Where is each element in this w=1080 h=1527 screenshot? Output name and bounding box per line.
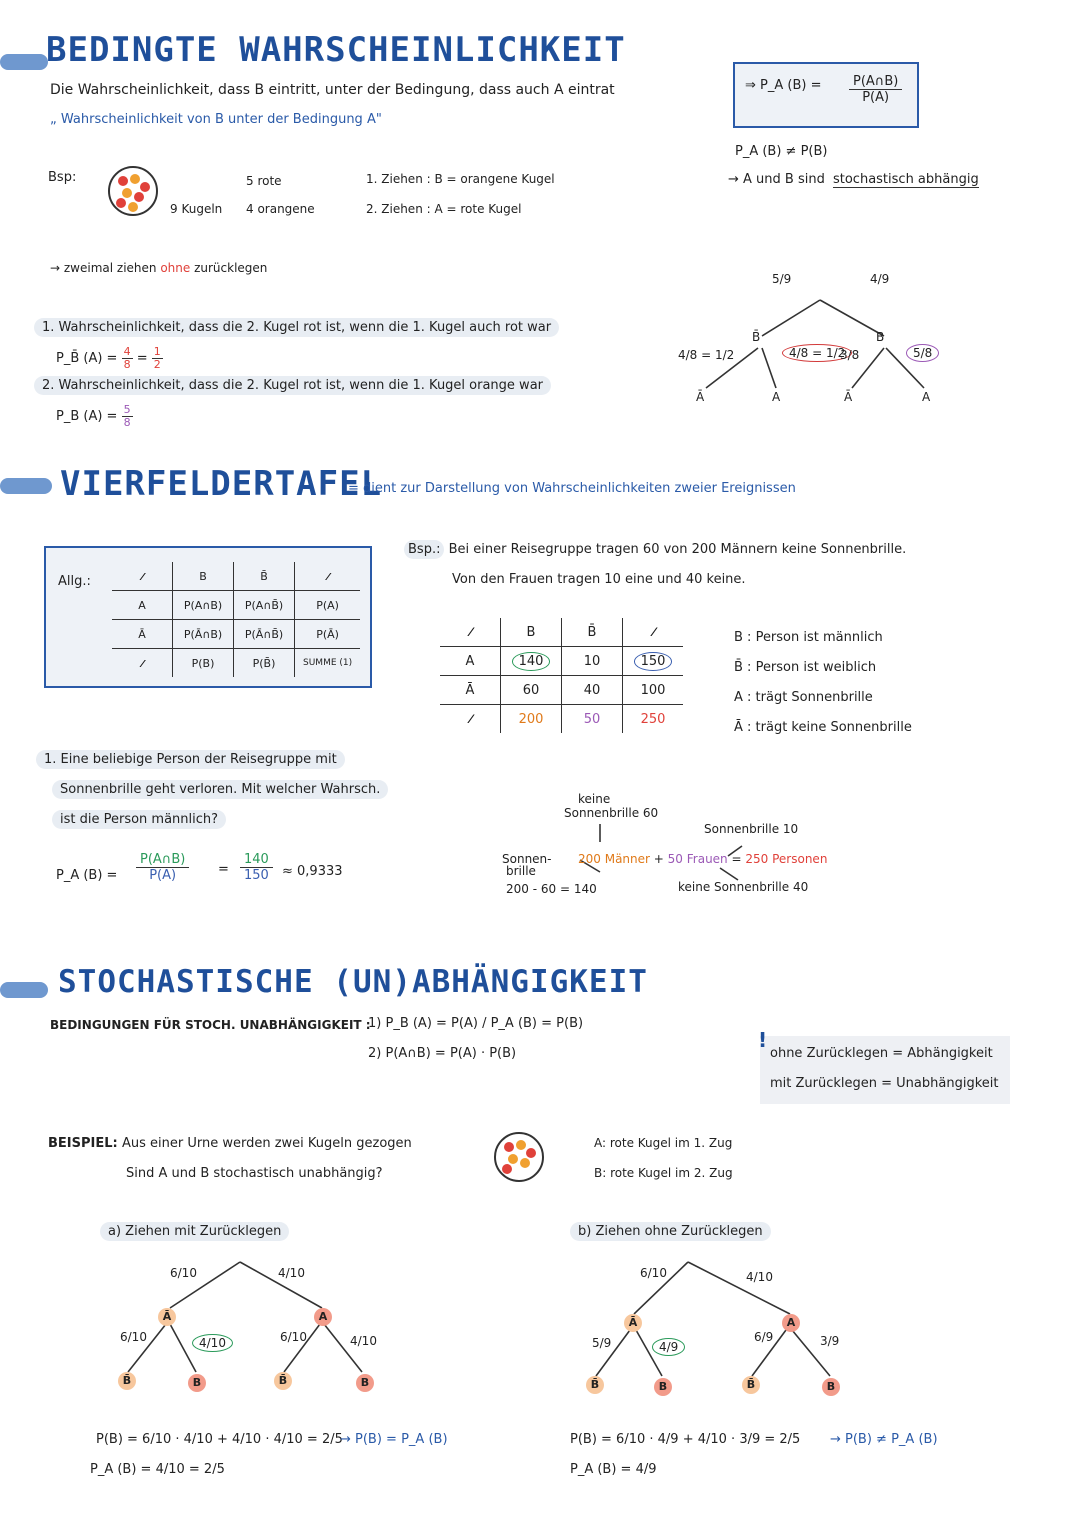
ex-h-b: B [501,618,562,647]
orangene-label: 4 orangene [246,202,315,216]
event-a: A: rote Kugel im 1. Zug [594,1136,733,1150]
diag-plus: + [653,852,664,866]
answer-1-den2: 2 [153,358,161,371]
tree-node-bbar: B̄ [752,330,761,344]
formula-num: P(A∩B) [849,74,902,90]
ex-cell: 50 [562,705,623,734]
zug2-text: 2. Ziehen : A = rote Kugel [366,202,522,216]
hatch-cell [112,562,173,591]
calc-num2: 140 [240,852,273,868]
tree-rr: 5/8 [906,344,939,362]
a-pab: P_A (B) = 4/10 = 2/5 [90,1462,225,1477]
a-leaf3: B̄ [274,1372,292,1390]
section-title-bedingte: BEDINGTE WAHRSCHEINLICHKEIT [46,30,626,70]
b-pab: P_A (B) = 4/9 [570,1462,657,1477]
gen-h-bbar: B̄ [234,562,295,591]
gen-cell: P(A∩B̄) [234,591,295,620]
cond-1: 1) P_B (A) = P(A) / P_A (B) = P(B) [368,1016,584,1031]
diag-men: 200 Männer [578,852,650,866]
task-line3: ist die Person männlich? [52,810,226,829]
a-node-abar: Ā [158,1308,176,1326]
b-leaf1: B̄ [586,1376,604,1394]
b-pb: P(B) = 6/10 · 4/9 + 4/10 · 3/9 = 2/5 [570,1432,801,1447]
b-l3: 6/9 [754,1330,774,1344]
b-leaf2: B [654,1378,672,1396]
section-title-stoch: STOCHASTISCHE (UN)ABHÄNGIGKEIT [58,964,648,1000]
neq-text: P_A (B) ≠ P(B) [735,144,828,159]
bsp2-line1 [404,542,906,557]
b-leaf3: B̄ [742,1376,760,1394]
dependency-lead: → A und B sind [728,172,825,187]
calc-frac2 [240,852,273,883]
definition-text: Die Wahrscheinlichkeit, dass B eintritt, unter der Bedingung, dass auch A eintrat [50,82,615,98]
tree-lr: 4/8 = 1/2 [782,344,852,362]
a-l3: 6/10 [280,1330,307,1344]
tree-leaf1: Ā [696,390,705,404]
hatch-cell [295,562,361,591]
ex-cell-140: 140 [512,652,551,671]
diag-sonnen: Sonnen- [502,852,552,866]
a-node-a: A [314,1308,332,1326]
calc-result: ≈ 0,9333 [282,864,343,879]
tree-ll: 4/8 = 1/2 [678,348,735,362]
section-bar-2 [0,478,52,494]
example-table [440,618,683,733]
diag-keine: keine [578,792,611,806]
answer-1-eq: = [136,351,148,366]
b-l2: 4/9 [652,1338,685,1356]
tree-top-left: 5/9 [772,272,792,286]
a-l1: 6/10 [120,1330,147,1344]
calc-frac [136,852,189,883]
ex-h-bbar: B̄ [562,618,623,647]
b-leaf4: B [822,1378,840,1396]
allg-label: Allg.: [58,574,91,589]
legend-2: B̄ : Person ist weiblich [734,660,877,675]
answer-1-num: 4 [123,345,131,358]
b-title: b) Ziehen ohne Zurücklegen [570,1222,771,1241]
calc-lhs: P_A (B) = [56,868,118,883]
answer-2-num: 5 [123,403,131,416]
a-leaf1: B̄ [118,1372,136,1390]
a-title: a) Ziehen mit Zurücklegen [100,1222,289,1241]
ex-cell [501,647,562,676]
cond-label: BEDINGUNGEN FÜR STOCH. UNABHÄNGIGKEIT : [50,1018,371,1032]
a-l2: 4/10 [192,1334,233,1352]
hatch-cell [112,649,173,678]
gen-cell: P(A) [295,591,361,620]
ex-cell: A [440,647,501,676]
ex-cell [623,647,684,676]
calc-den2: 150 [244,868,269,883]
gen-cell: Ā [112,620,173,649]
formula-box [733,62,919,128]
question-1: 1. Wahrscheinlichkeit, dass die 2. Kugel rot ist, wenn die 1. Kugel auch rot war [34,318,559,337]
gen-cell: P(B̄) [234,649,295,678]
kugeln-label: 9 Kugeln [170,202,223,216]
tree-leaf4: A [922,390,931,404]
section-bar-1 [0,54,48,70]
bsp3-line1: Aus einer Urne werden zwei Kugeln gezogen [122,1136,412,1151]
gen-cell: P(A∩B) [173,591,234,620]
hatch-cell: ⁄⁄⁄⁄ [623,618,684,647]
answer-2-den: 8 [123,416,131,429]
answer-2-frac [122,404,133,429]
ex-cell: 250 [623,705,684,734]
tree-node-b: B [876,330,885,344]
exclamation-icon: ! [758,1028,768,1052]
tree-rl: 3/8 [840,348,860,362]
diag-eq: = [731,852,742,866]
gen-cell: P(Ā∩B̄) [234,620,295,649]
gen-cell: P(Ā∩B) [173,620,234,649]
calc-den: P(A) [149,868,177,883]
ohne-text [50,261,267,275]
answer-2-lhs: P_B (A) = [56,409,118,424]
urn-icon [108,166,158,216]
ohne-lead: → zweimal ziehen [50,261,157,275]
task-line2: Sonnenbrille geht verloren. Mit welcher Wahrsch. [52,780,388,799]
a-t2: 4/10 [278,1266,305,1280]
b-l4: 3/9 [820,1334,840,1348]
note-line2: mit Zurücklegen = Unabhängigkeit [770,1076,999,1091]
tree-leaf2: A [772,390,781,404]
a-l4: 4/10 [350,1334,377,1348]
b-l1: 5/9 [592,1336,612,1350]
answer-1-num2: 1 [153,345,161,358]
bsp3-line2: Sind A und B stochastisch unabhängig? [126,1166,383,1181]
answer-1-frac2 [152,346,163,371]
dependency-text [728,172,979,187]
note-line1: ohne Zurücklegen = Abhängigkeit [770,1046,993,1061]
hatch-cell: ⁄⁄⁄⁄ [440,705,501,734]
diag-keine2: Sonnenbrille 60 [564,806,659,820]
answer-1-frac [122,346,133,371]
gen-cell: SUMME (1) [295,649,361,678]
b-t1: 6/10 [640,1266,667,1280]
dependency-underline: stochastisch abhängig [832,172,979,187]
diag-sb10: Sonnenbrille 10 [704,822,799,836]
event-b: B: rote Kugel im 2. Zug [594,1166,733,1180]
b-node-abar: Ā [624,1314,642,1332]
diag-women: 50 Frauen [667,852,728,866]
a-pb: P(B) = 6/10 · 4/10 + 4/10 · 4/10 = 2/5 [96,1432,343,1447]
general-table-box [44,546,372,688]
b-t2: 4/10 [746,1270,773,1284]
a-leaf2: B [188,1374,206,1392]
answer-1-den: 8 [123,358,131,371]
answer-1 [56,346,163,371]
hatch-cell: ⁄⁄⁄⁄ [440,618,501,647]
formula-fraction [849,74,902,105]
urn-icon-2 [494,1132,544,1182]
tree-top-right: 4/9 [870,272,890,286]
a-t1: 6/10 [170,1266,197,1280]
bsp2-line2: Von den Frauen tragen 10 eine und 40 keine. [452,572,746,587]
ex-cell: 10 [562,647,623,676]
b-conclusion: → P(B) ≠ P_A (B) [830,1432,938,1447]
formula-den: P(A) [862,90,890,105]
diag-ksb40: keine Sonnenbrille 40 [678,880,809,894]
legend-1: B : Person ist männlich [734,630,883,645]
ex-cell: 60 [501,676,562,705]
diag-calc: 200 - 60 = 140 [506,882,597,896]
general-table [112,562,360,677]
calc-num: P(A∩B) [136,852,189,868]
gen-cell: A [112,591,173,620]
gen-cell: P(B) [173,649,234,678]
gen-cell: P(Ā) [295,620,361,649]
formula-lhs: ⇒ P_A (B) = [745,78,822,93]
bsp2-label: Bsp.: [404,540,444,559]
legend-4: Ā : trägt keine Sonnenbrille [734,720,912,735]
question-2: 2. Wahrscheinlichkeit, dass die 2. Kugel rot ist, wenn die 1. Kugel orange war [34,376,551,395]
diag-total: 250 Personen [745,852,828,866]
ex-cell-150: 150 [634,652,673,671]
rote-label: 5 rote [246,174,282,188]
bsp-label: Bsp: [48,170,77,185]
tree-leaf3: Ā [844,390,853,404]
answer-1-lhs: P_B̄ (A) = [56,351,118,366]
diag-main [578,852,827,866]
answer-2 [56,404,133,429]
ohne-word: ohne [160,261,191,275]
section-bar-3 [0,982,48,998]
a-leaf4: B [356,1374,374,1392]
bsp3-label: BEISPIEL: [48,1136,118,1151]
bsp2-text1: Bei einer Reisegruppe tragen 60 von 200 Männern keine Sonnenbrille. [448,542,907,557]
section-title-vierfeldertafel: VIERFELDERTAFEL [60,464,383,504]
zug1-text: 1. Ziehen : B = orangene Kugel [366,172,555,186]
vierfelder-sub: = dient zur Darstellung von Wahrscheinlichkeiten zweier Ereignissen [348,481,796,496]
gen-h-b: B [173,562,234,591]
ex-cell: 40 [562,676,623,705]
ex-cell: Ā [440,676,501,705]
ex-cell: 200 [501,705,562,734]
ex-cell: 100 [623,676,684,705]
ohne-tail: zurücklegen [194,261,268,275]
cond-2: 2) P(A∩B) = P(A) · P(B) [368,1046,517,1061]
definition-quote: „ Wahrscheinlichkeit von B unter der Bedingung A" [50,112,382,127]
task-line1: 1. Eine beliebige Person der Reisegruppe mit [36,750,345,769]
a-conclusion: → P(B) = P_A (B) [340,1432,448,1447]
legend-3: A : trägt Sonnenbrille [734,690,873,705]
calc-eq: = [218,862,229,877]
b-node-a: A [782,1314,800,1332]
diag-sonnen2: brille [506,864,536,878]
